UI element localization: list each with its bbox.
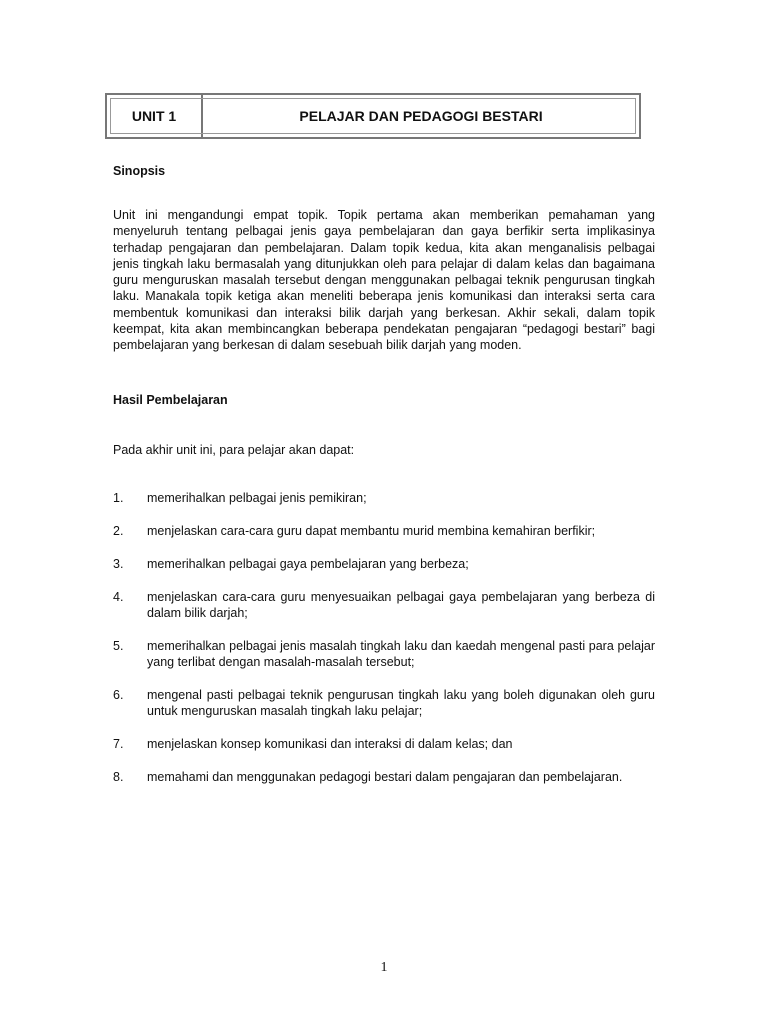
unit-title: PELAJAR DAN PEDAGOGI BESTARI [299, 108, 543, 124]
synopsis-paragraph: Unit ini mengandungi empat topik. Topik pertama akan memberikan pemahaman yang menyeluruh tentang pelbagai jenis gaya pembelajaran dan gaya berfikir serta implikasinya terhadap pengajaran dan pembelajaran. Dalam topik kedua, kita akan menganalisis pelbagai jenis tingkah laku bermasalah yang ditunjukkan oleh para pelajar di dalam kelas dan bagaimana guru menguruskan masalah tersebut dengan menggunakan pelbagai teknik pengurusan tingkah laku. Manakala topik ketiga akan meneliti beberapa jenis komunikasi dan interaksi serta cara membentuk komunikasi dan interaksi bilik darjah yang berkesan. Akhir sekali, dalam topik keempat, kita akan membincangkan beberapa pendekatan pengajaran “pedagogi bestari” bagi pembelajaran yang berkesan di dalam sesebuah bilik darjah yang moden. [113, 208, 655, 353]
outcome-text: memerihalkan pelbagai jenis pemikiran; [147, 491, 367, 505]
outcome-number: 6. [113, 688, 124, 702]
outcome-item [113, 638, 655, 670]
outcome-text: menjelaskan cara-cara guru dapat membantu murid membina kemahiran berfikir; [147, 524, 596, 538]
unit-header-table [105, 93, 641, 139]
outcome-number: 4. [113, 590, 124, 604]
outcome-text: memerihalkan pelbagai gaya pembelajaran yang berbeza; [147, 557, 469, 571]
outcome-text: memahami dan menggunakan pedagogi bestari dalam pengajaran dan pembelajaran. [147, 770, 623, 784]
outcome-number: 1. [113, 491, 124, 505]
outcome-item [113, 736, 655, 752]
page-number: 1 [380, 960, 388, 975]
outcome-text: memerihalkan pelbagai jenis masalah tingkah laku dan kaedah mengenal pasti para pelajar yang terlibat dengan masalah-masalah tersebut; [147, 639, 655, 669]
outcome-text: menjelaskan konsep komunikasi dan interaksi di dalam kelas; dan [147, 737, 513, 751]
outcome-item [113, 490, 655, 506]
outcome-item [113, 556, 655, 572]
outcome-number: 7. [113, 737, 124, 751]
outcome-number: 2. [113, 524, 124, 538]
outcome-number: 3. [113, 557, 124, 571]
outcome-number: 5. [113, 639, 124, 653]
outcome-number: 8. [113, 770, 124, 784]
outcome-item [113, 523, 655, 539]
outcome-text: menjelaskan cara-cara guru menyesuaikan pelbagai gaya pembelajaran yang berbeza di dalam bilik darjah; [147, 590, 655, 620]
unit-label: UNIT 1 [107, 95, 203, 137]
synopsis-heading: Sinopsis [113, 164, 166, 178]
outcome-item [113, 769, 655, 785]
learning-outcomes-heading: Hasil Pembelajaran [113, 393, 228, 407]
outcome-item [113, 589, 655, 621]
learning-outcomes-intro: Pada akhir unit ini, para pelajar akan dapat: [113, 443, 355, 457]
outcome-item [113, 687, 655, 719]
outcome-text: mengenal pasti pelbagai teknik pengurusan tingkah laku yang boleh digunakan oleh guru untuk menguruskan masalah tingkah laku pelajar; [147, 688, 655, 718]
